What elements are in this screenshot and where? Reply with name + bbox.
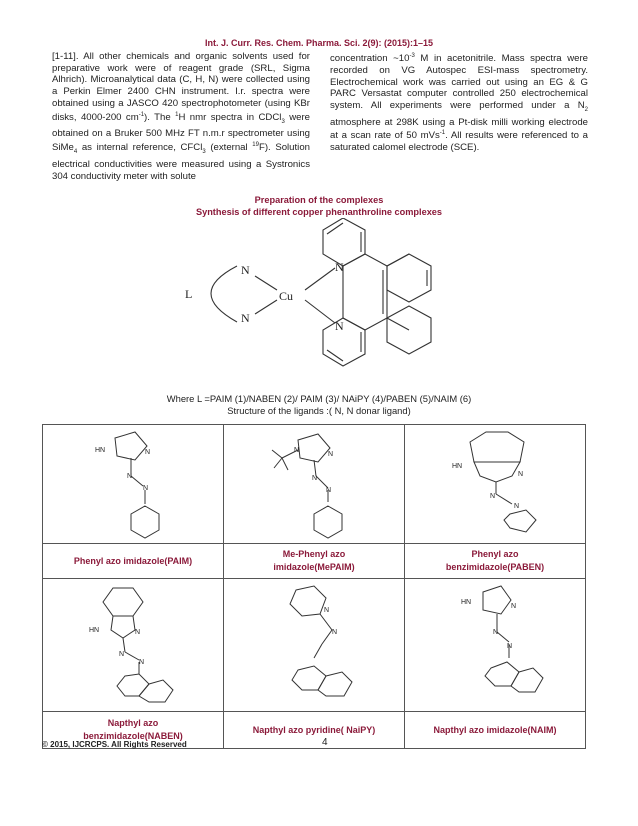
n-atom-label: N — [335, 260, 344, 274]
svg-text:N: N — [145, 449, 151, 456]
structure-mepaim — [224, 425, 405, 544]
ligand-label-naim: Napthyl azo imidazole(NAIM) — [405, 712, 586, 749]
svg-text:N: N — [135, 629, 141, 636]
page-number: 4 — [322, 737, 328, 748]
svg-text:N: N — [324, 607, 330, 614]
svg-text:N: N — [294, 447, 300, 454]
n-atom-label: N — [335, 319, 344, 333]
ligand-label-naipy: Napthyl azo pyridine( NaiPY) — [224, 712, 405, 749]
right-column-text: concentration $\sim 10^{-3}$ M in acetonitrile. Mass spectra were recorded on VG Autospec ESI-mass spectrometry. Electrochemical work was carried out using an EG & G PARC Versastat computer controlled 250 electrochemical system. All experiments were performed under a $N_2$ atmosphere at 298K using a Pt-disk milli working electrode at a scan rate of 50 mVs$^{-1}$. All results were referenced to a saturated calomel electrode (SCE). — [330, 53, 588, 154]
journal-header: Int. J. Curr. Res. Chem. Pharma. Sci. 2(9): (2015):1–15 — [204, 38, 434, 48]
section-title: Preparation of the complexes — [254, 195, 384, 205]
ligand-structures-table — [42, 424, 586, 749]
structure-paben — [405, 425, 586, 544]
metal-label: Cu — [279, 289, 294, 303]
svg-text:N: N — [328, 451, 334, 458]
svg-text:N: N — [326, 487, 332, 494]
svg-text:N: N — [518, 471, 524, 478]
structure-caption: Structure of the ligands :( N, N donar ligand) — [227, 405, 411, 416]
svg-text:HN: HN — [89, 627, 100, 634]
n-atom-label: N — [241, 311, 250, 325]
ligand-label-mepaim: Me-Phenyl azo imidazole(MePAIM) — [224, 544, 405, 579]
svg-text:N: N — [332, 629, 338, 636]
structure-naim — [405, 579, 586, 712]
svg-text:N: N — [490, 493, 496, 500]
structure-naben — [43, 579, 224, 712]
ligand-label-paim: Phenyl azo imidazole(PAIM) — [43, 544, 224, 579]
svg-text:N: N — [493, 629, 499, 636]
copyright-footer: © 2015, IJCRCPS. All Rights Reserved — [42, 740, 187, 749]
section-subtitle: Synthesis of different copper phenanthroline complexes — [195, 207, 443, 217]
svg-text:N: N — [127, 473, 133, 480]
n-atom-label: N — [241, 263, 250, 277]
svg-text:N: N — [119, 651, 125, 658]
structure-paim — [43, 425, 224, 544]
svg-text:N: N — [139, 659, 145, 666]
svg-text:HN: HN — [452, 463, 463, 470]
svg-text:N: N — [514, 503, 520, 510]
svg-text:N: N — [143, 485, 149, 492]
structure-naipy — [224, 579, 405, 712]
left-column-text: [1-11]. All other chemicals and organic solvents used for preparative work were of reagent grade (SRL, Sigma Alhrich). Microanalytical data (C, H, N) were collected using a Perkin Elmer 2400 CHN instrument. I.r. spectra were obtained using a JASCO 420 spectrophotometer (using KBr disks, 4000-200 $cm^{-1}$). The $^1$H nmr spectra in CDCl$_3$ were obtained on a Bruker 500 MHz FT n.m.r spectrometer using SiMe$_4$ as internal reference, CFCl$_3$ (external $^{19}$F). Solution electrical conductivities were measured using a Systronics 304 conductivity meter with solute — [52, 51, 310, 182]
svg-text:HN: HN — [461, 599, 472, 606]
copper-complex-structure — [175, 218, 445, 390]
ligand-label: L — [185, 287, 193, 301]
ligand-label-paben: Phenyl azo benzimidazole(PABEN) — [405, 544, 586, 579]
svg-text:N: N — [312, 475, 318, 482]
ligand-label-naben: Napthyl azo benzimidazole(NABEN) — [43, 712, 224, 749]
svg-text:HN: HN — [95, 447, 106, 454]
ligand-legend: Where L =PAIM (1)/NABEN (2)/ PAIM (3)/ NAiPY (4)/PABEN (5)/NAIM (6) — [166, 393, 472, 404]
svg-text:N: N — [507, 643, 513, 650]
svg-text:N: N — [511, 603, 517, 610]
